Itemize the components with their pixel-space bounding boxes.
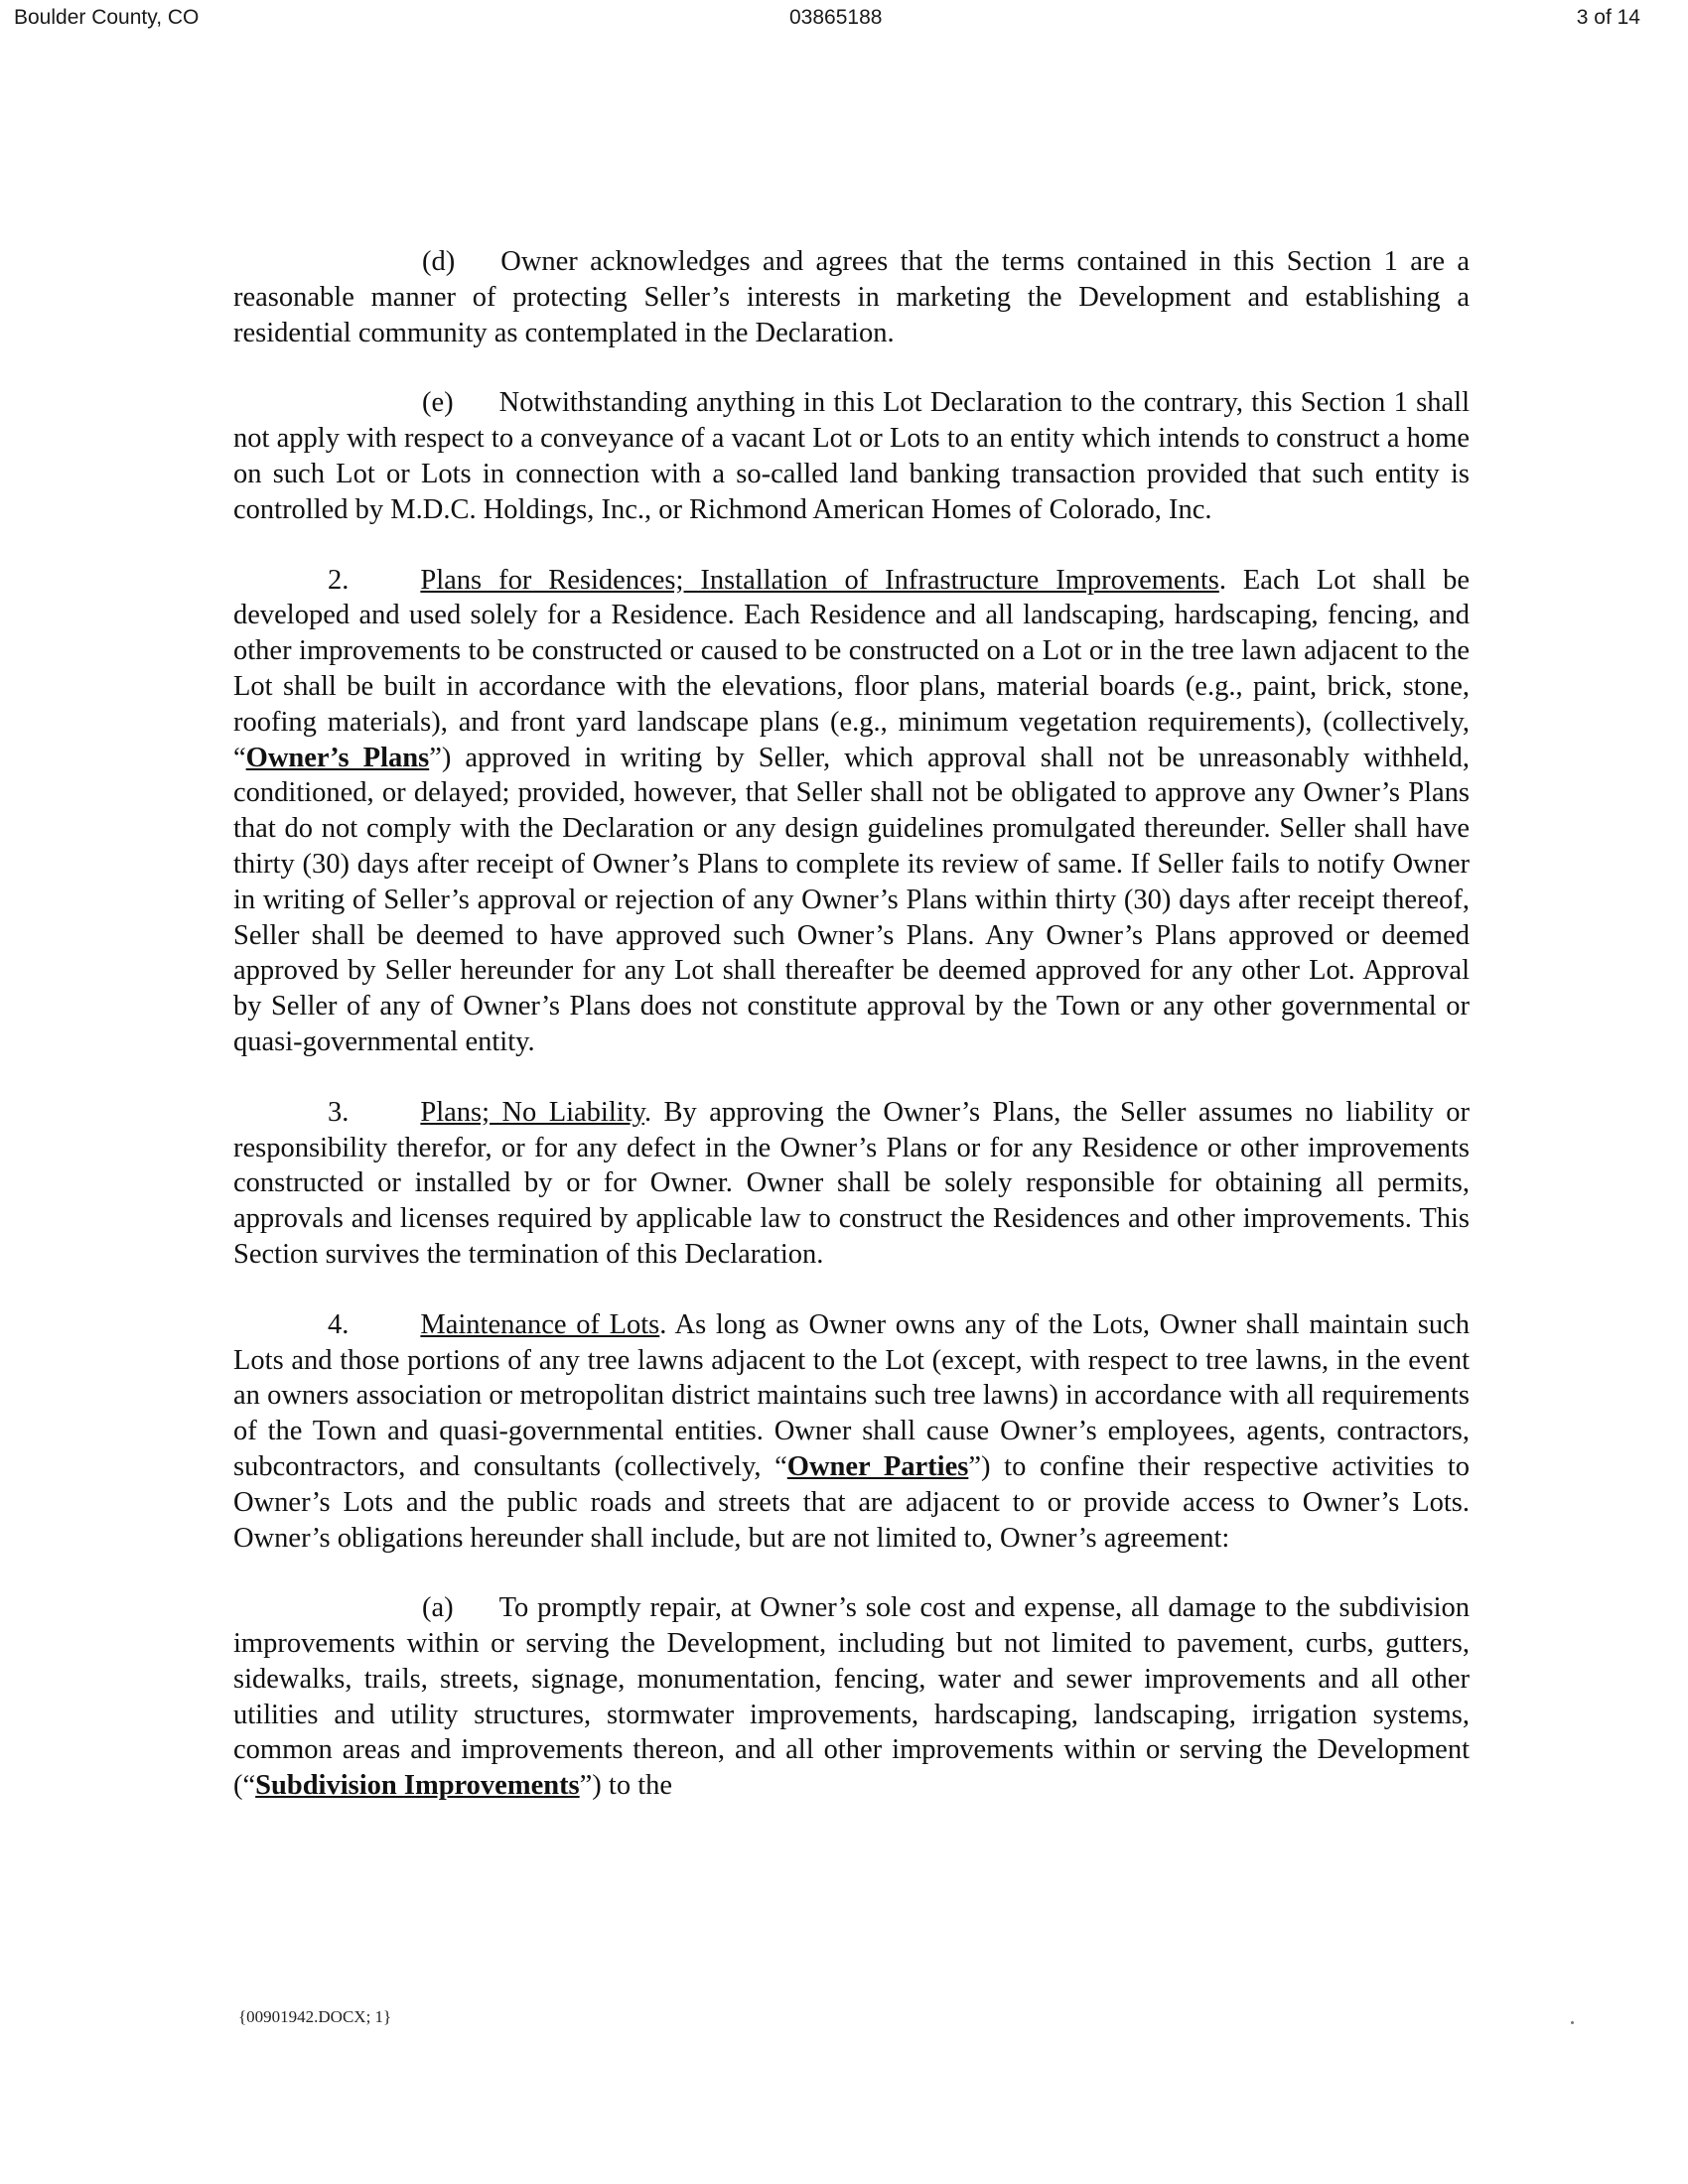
section-4 (233, 1307, 1470, 1557)
county-label: Boulder County, CO (14, 6, 200, 29)
footer-doc-ref: {00901942.DOCX; 1} (238, 2007, 392, 2026)
paragraph-text: To promptly repair, at Owner’s sole cost and expense, all damage to the subdivision improvements within or serving the Development, including but not limited to pavement, curbs, gutters, sidewalks, trails, streets, signage, monumentation, fencing, water and sewer improvements and all other utilities and utility structures, stormwater improvements, hardscaping, landscaping, irrigation systems, common areas and improvements thereon, and all other improvements within or serving the Development (“ (233, 1592, 1470, 1802)
paragraph-1d (233, 244, 1470, 350)
section-heading: Maintenance of Lots (420, 1308, 660, 1340)
section-3 (233, 1095, 1470, 1273)
section-number: 3. (328, 1096, 350, 1128)
section-heading: Plans; No Liability (420, 1096, 645, 1128)
paragraph-text: Owner acknowledges and agrees that the terms contained in this Section 1 are a reasonable manner of protecting Seller’s interests in marketing the Development and establishing a residential community as contemplated in the Declaration. (233, 246, 1470, 348)
section-number: 2. (328, 564, 350, 596)
defined-term: Subdivision Improvements (255, 1770, 580, 1802)
section-heading: Plans for Residences; Installation of Infrastructure Improvements (420, 564, 1219, 596)
paragraph-1e (233, 385, 1470, 527)
paragraph-marker: (a) (422, 1592, 454, 1624)
section-2 (233, 563, 1470, 1060)
section-text: . By approving the Owner’s Plans, the Seller assumes no liability or responsibility therefor, or for any defect in the Owner’s Plans or for any Residence or other improvements constructed or installed by or for Owner. Owner shall be solely responsible for obtaining all permits, approvals and licenses required by applicable law to construct the Residences and other improvements. This Section survives the termination of this Declaration. (233, 1096, 1471, 1270)
paragraph-text: ”) to the (579, 1770, 673, 1802)
defined-term: Owner Parties (786, 1450, 969, 1482)
paragraph-text: Notwithstanding anything in this Lot Declaration to the contrary, this Section 1 shall not apply with respect to a conveyance of a vacant Lot or Lots to an entity which intends to construct a home on such Lot or Lots in connection with a so-called land banking transaction provided that such entity is controlled by M.D.C. Holdings, Inc., or Richmond American Homes of Colorado, Inc. (233, 387, 1470, 525)
paragraph-4a (233, 1590, 1470, 1804)
paragraph-marker: (d) (422, 246, 456, 277)
document-number: 03865188 (789, 6, 883, 29)
scan-speck (1571, 2021, 1574, 2024)
page-indicator: 3 of 14 (1576, 6, 1640, 29)
section-text: . As long as Owner owns any of the Lots, Owner shall maintain such Lots and those portions of any tree lawns adjacent to the Lot (except, with respect to tree lawns, in the event an owners association or metropolitan district maintains such tree lawns) in accordance with all requirements of the Town and quasi-governmental entities. Owner shall cause Owner’s employees, agents, contractors, subcontractors, and consultants (collectively, “ (233, 1308, 1470, 1482)
page-header (0, 0, 1688, 40)
document-body (233, 244, 1470, 1839)
defined-term: Owner’s Plans (245, 742, 430, 773)
section-number: 4. (328, 1308, 350, 1340)
section-text: ”) to confine their respective activities to Owner’s Lots and the public roads and streets that are adjacent to or provide access to Owner’s Lots. Owner’s obligations hereunder shall include, but are not limited to, Owner’s agreement: (233, 1450, 1470, 1554)
section-text: ”) approved in writing by Seller, which approval shall not be unreasonably withheld, conditioned, or delayed; provided, however, that Seller shall not be obligated to approve any Owner’s Plans that do not comply with the Declaration or any design guidelines promulgated thereunder. Seller shall have thirty (30) days after receipt of Owner’s Plans to complete its review of same. If Seller fails to notify Owner in writing of Seller’s approval or rejection of any Owner’s Plans within thirty (30) days after receipt thereof, Seller shall be deemed to have approved such Owner’s Plans. Any Owner’s Plans approved or deemed approved by Seller hereunder for any Lot shall thereafter be deemed approved for any other Lot. Approval by Seller of any of Owner’s Plans does not constitute approval by the Town or any other governmental or quasi-governmental entity. (233, 742, 1470, 1057)
section-text: . Each Lot shall be developed and used solely for a Residence. Each Residence and all landscaping, hardscaping, fencing, and other improvements to be constructed or caused to be constructed on a Lot or in the tree lawn adjacent to the Lot shall be built in accordance with the elevations, floor plans, material boards (e.g., paint, brick, stone, roofing materials), and front yard landscape plans (e.g., minimum vegetation requirements), (collectively, “ (233, 564, 1470, 773)
paragraph-marker: (e) (422, 387, 454, 419)
